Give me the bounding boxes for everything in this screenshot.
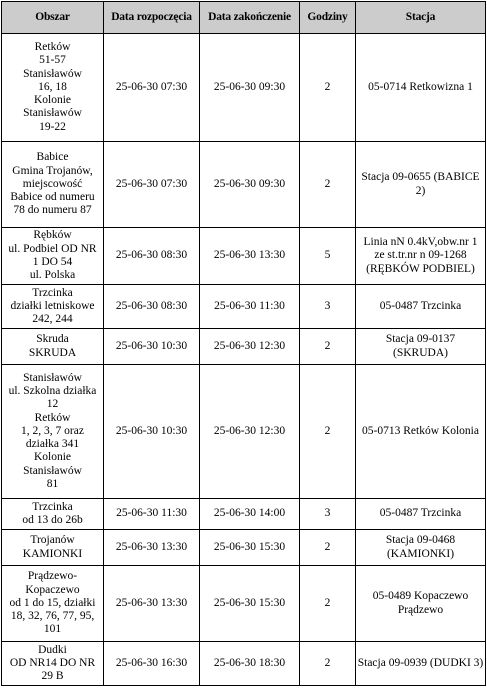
area-line: od 13 do 26b [22,514,83,526]
area-line: ul. Polska [29,269,76,282]
area-line: OD NR14 DO NR [9,656,96,669]
cell-area [2,530,104,566]
cell-end: 25-06-30 09:30 [200,34,300,142]
cell-end: 25-06-30 12:30 [200,365,300,499]
cell-station: 05-0713 Retków Kolonia [356,365,486,499]
table-row [2,142,486,228]
cell-area [2,365,104,499]
area-line: 18, 32, 76, 77, 95, [10,610,95,623]
cell-end: 25-06-30 11:30 [200,285,300,329]
area-line: Kolonie [33,451,72,464]
cell-area [2,566,104,642]
area-line: 51-57 [39,54,66,67]
area-line: Dudki [38,643,67,656]
area-line: 101 [43,623,62,636]
area-line: KAMIONKI [22,547,83,560]
cell-hours: 2 [300,642,356,686]
area-line: Kopaczewo [25,583,80,596]
cell-start: 25-06-30 16:30 [104,642,200,686]
cell-area [2,228,104,285]
area-line: ul. Podbiel OD NR [8,242,97,255]
header-start: Data rozpoczęcia [104,2,200,34]
area-line: ul. Szkolna działka [8,384,97,397]
cell-station: Linia nN 0.4kV,obw.nr 1 ze st.tr.nr n 09-1268 (RĘBKÓW PODBIEL) [356,228,486,285]
table-row [2,34,486,142]
area-line: Stanisławów [23,371,82,384]
area-line: Prądzewo- [27,570,78,583]
table-body [2,34,486,686]
area-line: Stanisławów [23,464,82,477]
cell-end: 25-06-30 09:30 [200,142,300,228]
area-line: 78 do numeru 87 [13,204,92,217]
area-line: 81 [46,478,59,491]
area-line: 12 [46,398,59,411]
cell-hours: 3 [300,285,356,329]
area-line: Kolonie [33,94,72,107]
cell-start: 25-06-30 10:30 [104,329,200,365]
table-row [2,566,486,642]
area-line: Rębków [33,229,72,242]
area-line: SKRUDA [28,346,77,359]
header-hours: Godziny [300,2,356,34]
cell-hours: 5 [300,228,356,285]
cell-start: 25-06-30 13:30 [104,566,200,642]
header-row [2,2,486,34]
cell-hours: 2 [300,329,356,365]
cell-station: 05-0714 Retkowizna 1 [356,34,486,142]
cell-area [2,285,104,329]
area-line: działki letniskowe [10,299,95,312]
cell-station: Stacja 09-0655 (BABICE 2) [356,142,486,228]
table-row [2,530,486,566]
area-line: 16, 18 [38,80,67,93]
area-line: Babice od numeru [10,191,95,204]
area-line: Trzcinka [32,500,73,513]
cell-end: 25-06-30 18:30 [200,642,300,686]
table-row [2,285,486,329]
cell-end: 25-06-30 14:00 [200,499,300,530]
area-line: miejscowość [22,177,83,190]
area-line: 1, 2, 3, 7 oraz [21,424,84,437]
cell-start: 25-06-30 08:30 [104,228,200,285]
area-line: Stanisławów [23,107,82,120]
cell-end: 25-06-30 13:30 [200,228,300,285]
cell-station: Stacja 09-0137 (SKRUDA) [356,329,486,365]
cell-end: 25-06-30 15:30 [200,530,300,566]
cell-station: Stacja 09-0939 (DUDKI 3) [356,642,486,686]
cell-area [2,329,104,365]
area-line: od 1 do 15, działki [9,596,96,609]
outage-table [1,1,486,686]
cell-start: 25-06-30 10:30 [104,365,200,499]
cell-area [2,142,104,228]
table-row [2,499,486,530]
area-line: Stanisławów [23,67,82,80]
cell-area [2,34,104,142]
table-row [2,228,486,285]
cell-hours: 3 [300,499,356,530]
area-line: 242, 244 [32,313,73,326]
area-line: Gmina Trojanów, [12,164,93,177]
cell-station: 05-0487 Trzcinka [356,499,486,530]
table-row [2,365,486,499]
cell-hours: 2 [300,34,356,142]
cell-station: 05-0487 Trzcinka [356,285,486,329]
table-row [2,642,486,686]
area-line: Retków [34,411,71,424]
area-line: działka 341 [25,438,80,451]
area-line: 29 B [41,670,64,683]
header-area: Obszar [2,2,104,34]
cell-end: 25-06-30 15:30 [200,566,300,642]
cell-hours: 2 [300,365,356,499]
area-line: Babice [36,151,69,164]
cell-hours: 2 [300,566,356,642]
area-line: 19-22 [39,120,66,133]
cell-area [2,499,104,530]
cell-start: 25-06-30 08:30 [104,285,200,329]
cell-hours: 2 [300,530,356,566]
area-line: Skruda [36,333,69,346]
area-line: 1 DO 54 [32,256,73,268]
cell-area [2,642,104,686]
area-line: Trzcinka [32,286,73,299]
area-line: Trojanów [30,534,75,547]
cell-start: 25-06-30 07:30 [104,34,200,142]
cell-station: Stacja 09-0468 (KAMIONKI) [356,530,486,566]
cell-station: 05-0489 Kopaczewo Prądzewo [356,566,486,642]
cell-hours: 2 [300,142,356,228]
cell-end: 25-06-30 12:30 [200,329,300,365]
header-end: Data zakończenie [200,2,300,34]
cell-start: 25-06-30 13:30 [104,530,200,566]
table-row [2,329,486,365]
area-line: Retków [34,40,71,53]
cell-start: 25-06-30 11:30 [104,499,200,530]
cell-start: 25-06-30 07:30 [104,142,200,228]
header-station: Stacja [356,2,486,34]
